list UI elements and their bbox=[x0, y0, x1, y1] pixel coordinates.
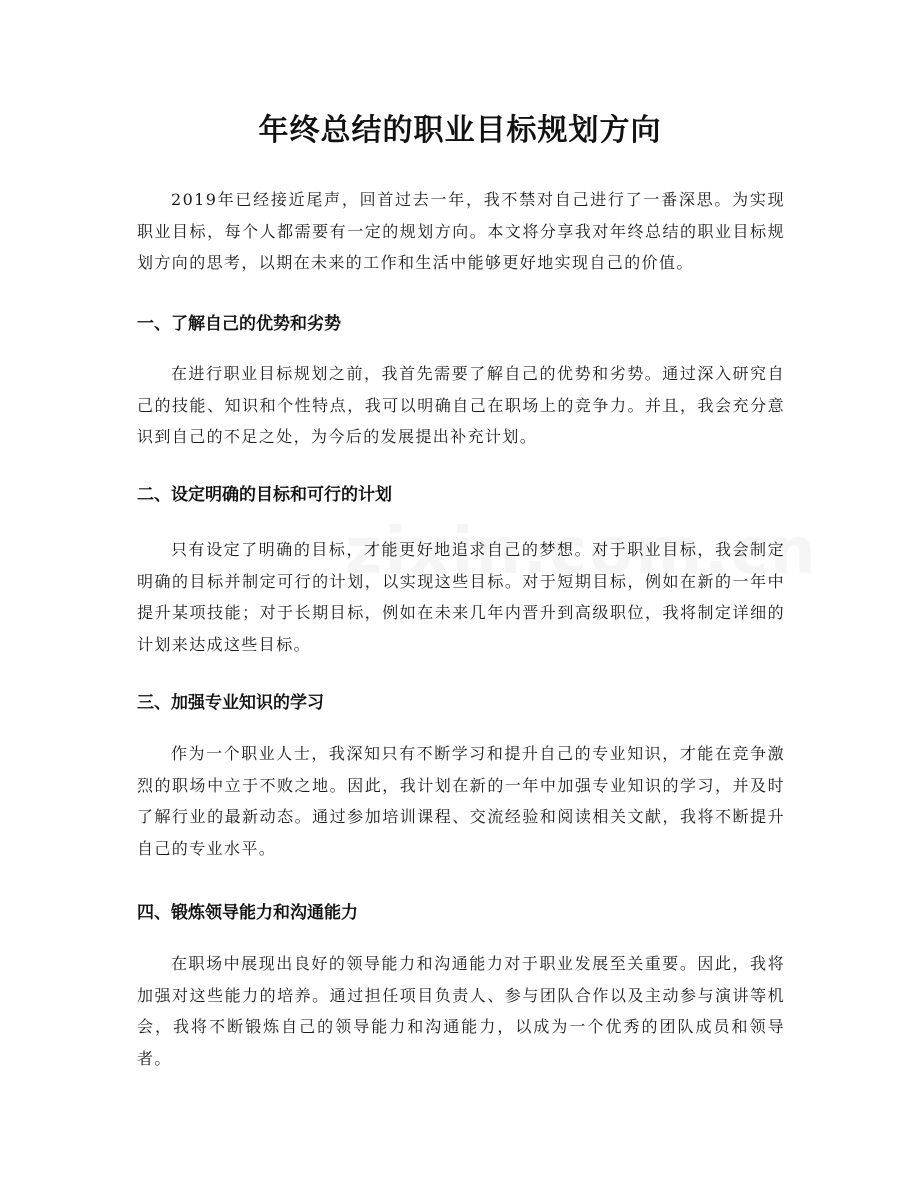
section-heading-2: 二、设定明确的目标和可行的计划 bbox=[137, 485, 392, 505]
section-heading-3: 三、加强专业知识的学习 bbox=[137, 693, 324, 713]
section-body-4: 在职场中展现出良好的领导能力和沟通能力对于职业发展至关重要。因此，我将加强对这些能力的培养。通过担任项目负责人、参与团队合作以及主动参与演讲等机会，我将不断锻炼自己的领导能力和沟通能力，以成为一个优秀的团队成员和领导者。 bbox=[137, 954, 785, 1068]
intro-paragraph: 2019年已经接近尾声，回首过去一年，我不禁对自己进行了一番深思。为实现职业目标，每个人都需要有一定的规划方向。本文将分享我对年终总结的职业目标规划方向的思考，以期在未来的工作和生活中能够更好地实现自己的价值。 bbox=[137, 190, 785, 272]
section-body-1: 在进行职业目标规划之前，我首先需要了解自己的优势和劣势。通过深入研究自己的技能、知识和个性特点，我可以明确自己在职场上的竞争力。并且，我会充分意识到自己的不足之处，为今后的发展提出补充计划。 bbox=[137, 364, 785, 446]
section-heading-4: 四、锻炼领导能力和沟通能力 bbox=[137, 903, 358, 923]
section-body-2: 只有设定了明确的目标，才能更好地追求自己的梦想。对于职业目标，我会制定明确的目标并制定可行的计划，以实现这些目标。对于短期目标，例如在新的一年中提升某项技能；对于长期目标，例如在未来几年内晋升到高级职位，我将制定详细的计划来达成这些目标。 bbox=[137, 540, 785, 654]
document-title: 年终总结的职业目标规划方向 bbox=[258, 113, 662, 148]
section-body-3: 作为一个职业人士，我深知只有不断学习和提升自己的专业知识，才能在竞争激烈的职场中立于不败之地。因此，我计划在新的一年中加强专业知识的学习，并及时了解行业的最新动态。通过参加培训课程、交流经验和阅读相关文献，我将不断提升自己的专业水平。 bbox=[137, 744, 785, 858]
section-heading-1: 一、了解自己的优势和劣势 bbox=[137, 314, 341, 334]
